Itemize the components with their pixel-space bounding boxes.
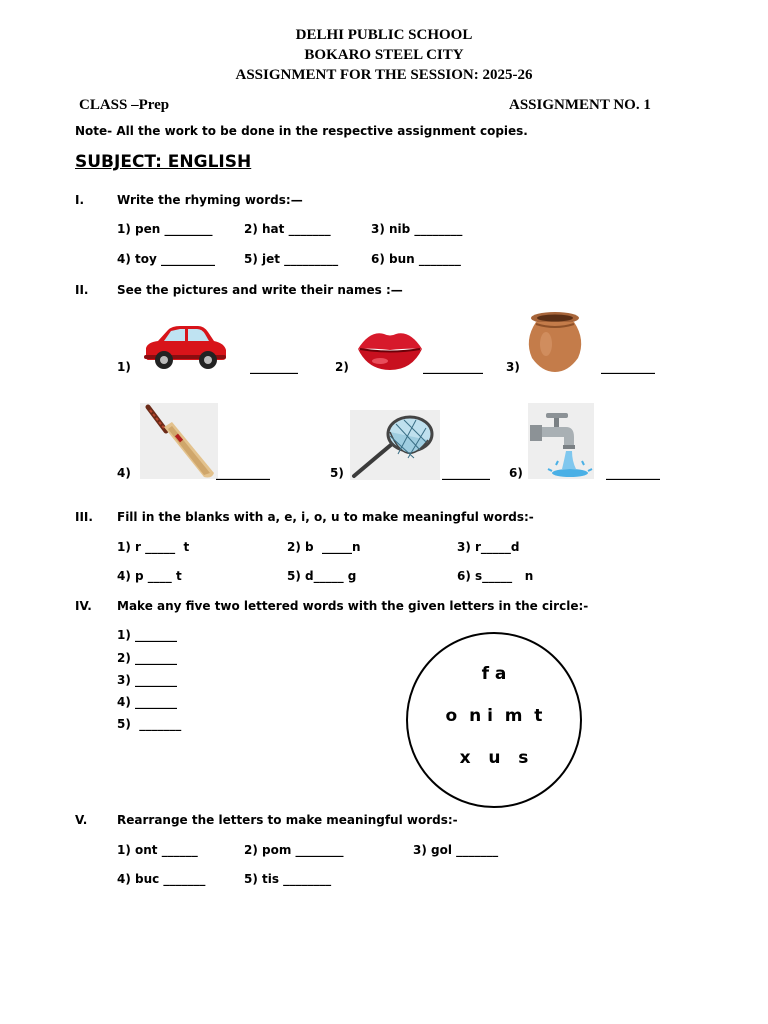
rearrange-item: 4) buc _______ [117,872,206,886]
car-icon [140,322,228,372]
picture-blank: ________ [442,466,490,480]
section-4-number: IV. [75,599,92,613]
rhyme-item: 1) pen ________ [117,222,213,236]
fill-blank-item: 6) s_____ n [457,569,534,583]
section-1-number: I. [75,193,85,207]
school-city: BOKARO STEEL CITY [304,47,464,63]
rearrange-item: 1) ont ______ [117,843,198,857]
lips-icon [356,326,424,372]
picture-blank: _________ [601,360,655,374]
circle-letters-row: f a [481,664,507,684]
session-title: ASSIGNMENT FOR THE SESSION: 2025-26 [235,67,533,83]
fill-blank-item: 5) d_____ g [287,569,357,583]
rhyme-item: 2) hat _______ [244,222,331,236]
fill-blank-item: 1) r _____ t [117,540,190,554]
section-5-number: V. [75,813,88,827]
picture-item-label: 5) [330,466,344,480]
circle-letters-row: x u s [459,748,529,768]
word-blank-item: 1) _______ [117,628,178,642]
rearrange-item: 3) gol _______ [413,843,499,857]
section-5-title: Rearrange the letters to make meaningful words:- [117,813,458,827]
section-2-number: II. [75,283,89,297]
word-blank-item: 4) _______ [117,695,178,709]
circle-letters-row: o n i m t [445,706,543,726]
note: Note- All the work to be done in the respective assignment copies. [75,124,528,138]
school-name: DELHI PUBLIC SCHOOL [295,27,473,43]
tap-icon [528,403,594,479]
letter-circle [406,632,582,808]
picture-blank: __________ [423,360,483,374]
subject-title: SUBJECT: ENGLISH [75,152,252,172]
pot-icon [522,310,588,374]
rearrange-item: 2) pom ________ [244,843,344,857]
picture-item-label: 4) [117,466,131,480]
rhyme-item: 4) toy _________ [117,252,215,266]
cricket-bat-icon [140,403,218,479]
section-3-title: Fill in the blanks with a, e, i, o, u to make meaningful words:- [117,510,534,524]
fill-blank-item: 3) r_____d [457,540,520,554]
rhyme-item: 3) nib ________ [371,222,463,236]
rearrange-item: 5) tis ________ [244,872,332,886]
assignment-number: ASSIGNMENT NO. 1 [509,97,651,113]
picture-blank: _________ [216,466,270,480]
section-4-title: Make any five two lettered words with the given letters in the circle:- [117,599,589,613]
fill-blank-item: 4) p ____ t [117,569,182,583]
section-3-number: III. [75,510,93,524]
fill-blank-item: 2) b _____n [287,540,361,554]
picture-item-label: 1) [117,360,131,374]
word-blank-item: 2) _______ [117,651,178,665]
rhyme-item: 5) jet _________ [244,252,339,266]
picture-item-label: 2) [335,360,349,374]
class-label: CLASS –Prep [79,97,170,113]
picture-blank: _________ [606,466,660,480]
word-blank-item: 3) _______ [117,673,178,687]
picture-item-label: 6) [509,466,523,480]
picture-item-label: 3) [506,360,520,374]
word-blank-item: 5) _______ [117,717,182,731]
net-icon [350,410,440,480]
section-2-title: See the pictures and write their names :— [117,283,403,297]
picture-blank: ________ [250,360,298,374]
section-1-title: Write the rhyming words:— [117,193,303,207]
rhyme-item: 6) bun _______ [371,252,461,266]
